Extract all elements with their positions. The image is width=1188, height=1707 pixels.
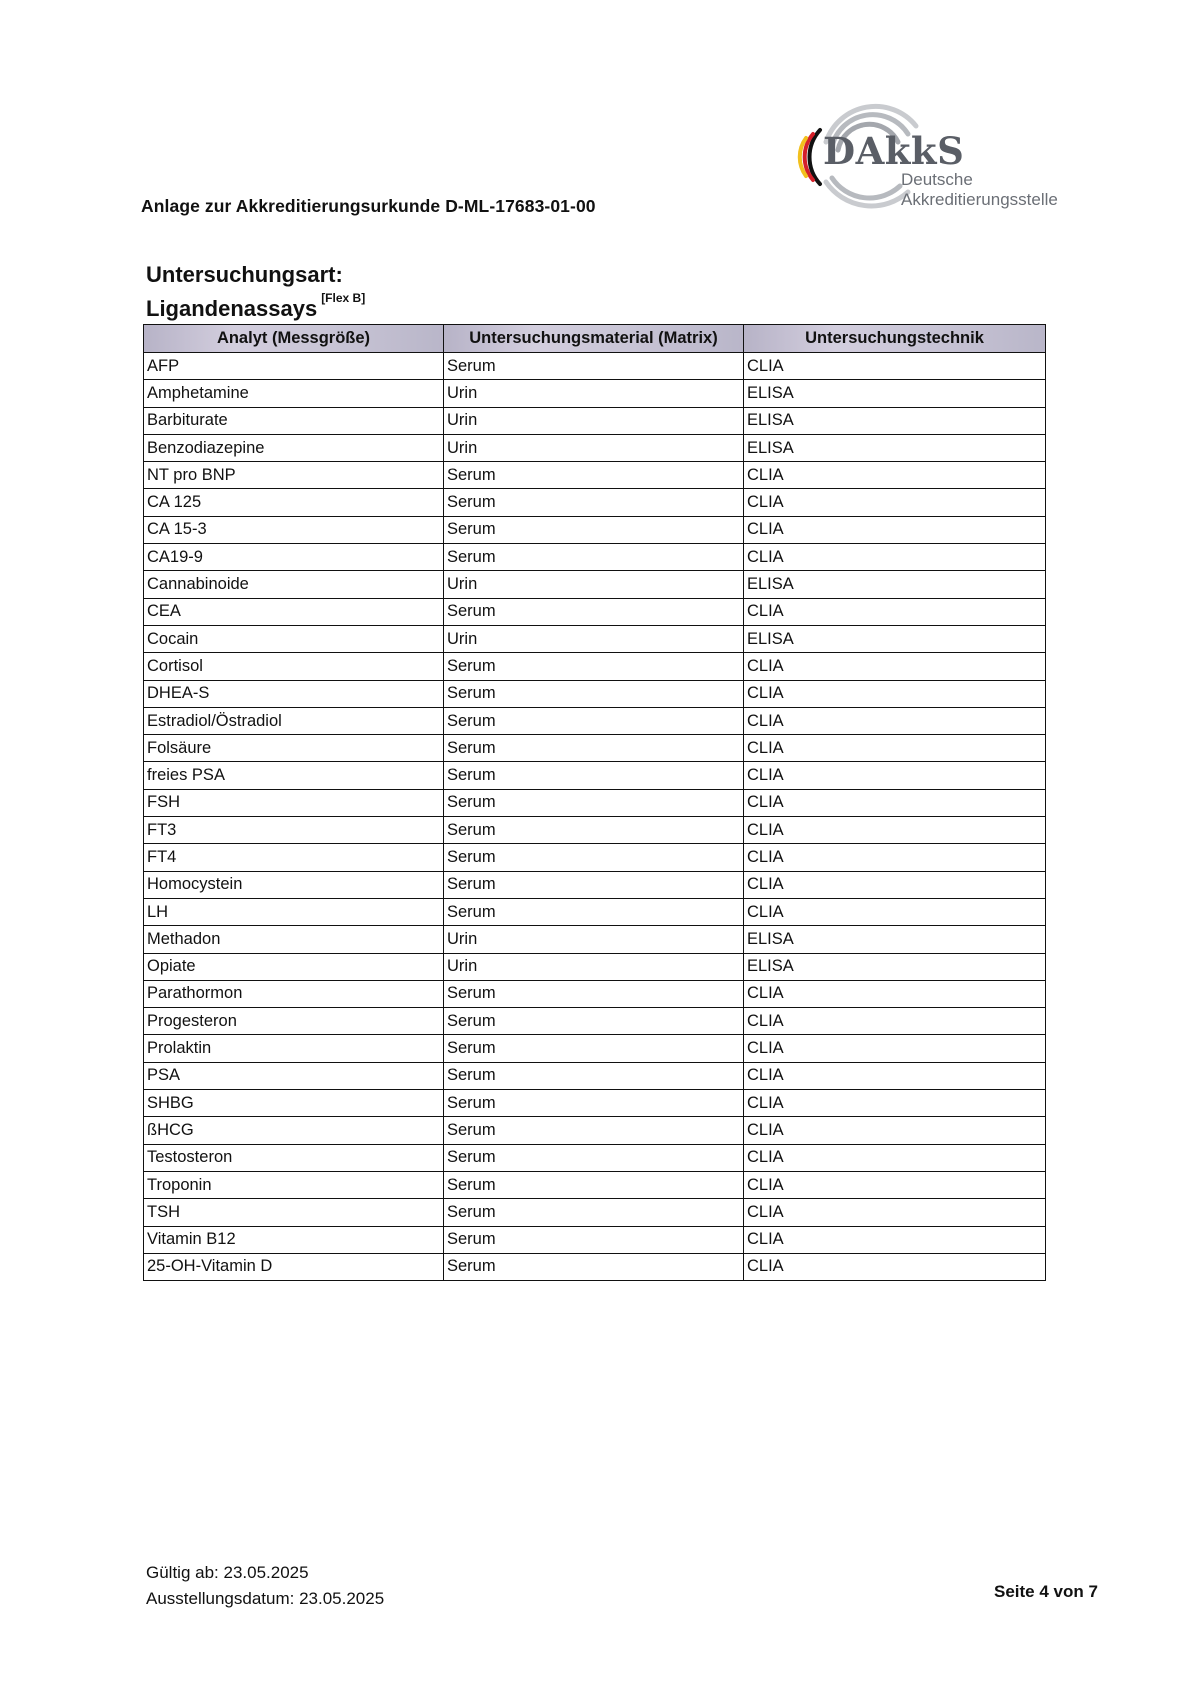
table-row [144, 735, 1046, 762]
table-row [144, 980, 1046, 1007]
cell-matrix: Serum [444, 516, 744, 543]
cell-matrix: Serum [444, 1199, 744, 1226]
cell-matrix: Urin [444, 407, 744, 434]
cell-technique: ELISA [744, 380, 1046, 407]
cell-matrix: Serum [444, 1253, 744, 1280]
table-row [144, 462, 1046, 489]
cell-technique: CLIA [744, 735, 1046, 762]
table-row [144, 953, 1046, 980]
cell-technique: CLIA [744, 489, 1046, 516]
table-row [144, 1199, 1046, 1226]
cell-matrix: Serum [444, 680, 744, 707]
section-subtitle-text: Ligandenassays [146, 296, 318, 321]
table-row [144, 817, 1046, 844]
cell-matrix: Serum [444, 707, 744, 734]
cell-analyte: TSH [144, 1199, 444, 1226]
cell-technique: CLIA [744, 1090, 1046, 1117]
cell-matrix: Serum [444, 1226, 744, 1253]
cell-matrix: Urin [444, 625, 744, 652]
table-row [144, 1062, 1046, 1089]
cell-analyte: Vitamin B12 [144, 1226, 444, 1253]
issue-date: Ausstellungsdatum: 23.05.2025 [146, 1589, 385, 1608]
table-row [144, 844, 1046, 871]
cell-analyte: Cocain [144, 625, 444, 652]
table-row [144, 762, 1046, 789]
column-header-technique: Untersuchungstechnik [744, 325, 1046, 353]
cell-technique: CLIA [744, 789, 1046, 816]
table-row [144, 434, 1046, 461]
cell-technique: CLIA [744, 598, 1046, 625]
cell-technique: CLIA [744, 980, 1046, 1007]
cell-matrix: Serum [444, 1117, 744, 1144]
cell-technique: CLIA [744, 1144, 1046, 1171]
cell-matrix: Serum [444, 653, 744, 680]
cell-matrix: Serum [444, 980, 744, 1007]
cell-matrix: Serum [444, 489, 744, 516]
cell-matrix: Serum [444, 871, 744, 898]
cell-analyte: Opiate [144, 953, 444, 980]
table-row [144, 571, 1046, 598]
cell-analyte: CEA [144, 598, 444, 625]
table-row [144, 380, 1046, 407]
cell-matrix: Serum [444, 789, 744, 816]
table-row [144, 1226, 1046, 1253]
table-body [144, 353, 1046, 1281]
table-row [144, 926, 1046, 953]
cell-analyte: CA 15-3 [144, 516, 444, 543]
cell-technique: CLIA [744, 680, 1046, 707]
table-row [144, 407, 1046, 434]
cell-technique: CLIA [744, 1062, 1046, 1089]
column-header-analyte: Analyt (Messgröße) [144, 325, 444, 353]
table-row [144, 598, 1046, 625]
cell-analyte: Barbiturate [144, 407, 444, 434]
table-row [144, 516, 1046, 543]
cell-matrix: Serum [444, 844, 744, 871]
cell-technique: CLIA [744, 544, 1046, 571]
cell-analyte: Benzodiazepine [144, 434, 444, 461]
cell-analyte: DHEA-S [144, 680, 444, 707]
cell-matrix: Urin [444, 953, 744, 980]
document-reference: Anlage zur Akkreditierungsurkunde D-ML-17683-01-00 [141, 196, 596, 216]
cell-matrix: Urin [444, 571, 744, 598]
dakks-logo [780, 84, 1080, 214]
cell-analyte: freies PSA [144, 762, 444, 789]
cell-technique: CLIA [744, 898, 1046, 925]
cell-analyte: FSH [144, 789, 444, 816]
cell-analyte: LH [144, 898, 444, 925]
table-row [144, 1117, 1046, 1144]
section-subtitle [146, 290, 366, 322]
assay-table [143, 324, 1046, 1281]
cell-technique: CLIA [744, 653, 1046, 680]
cell-analyte: Homocystein [144, 871, 444, 898]
cell-matrix: Serum [444, 1062, 744, 1089]
table-row [144, 625, 1046, 652]
table-row [144, 1035, 1046, 1062]
cell-matrix: Serum [444, 735, 744, 762]
cell-technique: CLIA [744, 1226, 1046, 1253]
table-row [144, 1171, 1046, 1198]
cell-matrix: Serum [444, 353, 744, 380]
cell-technique: CLIA [744, 1008, 1046, 1035]
cell-analyte: Parathormon [144, 980, 444, 1007]
cell-matrix: Serum [444, 1035, 744, 1062]
cell-analyte: Methadon [144, 926, 444, 953]
cell-analyte: FT3 [144, 817, 444, 844]
cell-technique: CLIA [744, 1199, 1046, 1226]
cell-matrix: Urin [444, 434, 744, 461]
cell-analyte: PSA [144, 1062, 444, 1089]
cell-technique: CLIA [744, 707, 1046, 734]
table-row [144, 353, 1046, 380]
table-row [144, 1253, 1046, 1280]
cell-matrix: Urin [444, 926, 744, 953]
cell-matrix: Urin [444, 380, 744, 407]
table-row [144, 1144, 1046, 1171]
cell-analyte: FT4 [144, 844, 444, 871]
cell-technique: CLIA [744, 762, 1046, 789]
cell-analyte: SHBG [144, 1090, 444, 1117]
cell-matrix: Serum [444, 1144, 744, 1171]
table-row [144, 871, 1046, 898]
table-row [144, 489, 1046, 516]
column-header-matrix: Untersuchungsmaterial (Matrix) [444, 325, 744, 353]
table-row [144, 544, 1046, 571]
table-row [144, 1008, 1046, 1035]
cell-analyte: CA19-9 [144, 544, 444, 571]
cell-analyte: Prolaktin [144, 1035, 444, 1062]
section-title: Untersuchungsart: [146, 262, 343, 287]
cell-technique: CLIA [744, 1171, 1046, 1198]
cell-matrix: Serum [444, 598, 744, 625]
cell-analyte: Testosteron [144, 1144, 444, 1171]
cell-technique: CLIA [744, 844, 1046, 871]
logo-name: DAkkS [823, 129, 965, 173]
cell-analyte: Cannabinoide [144, 571, 444, 598]
table-row [144, 653, 1046, 680]
valid-from-date: Gültig ab: 23.05.2025 [146, 1563, 309, 1582]
cell-matrix: Serum [444, 1090, 744, 1117]
cell-matrix: Serum [444, 817, 744, 844]
table-row [144, 707, 1046, 734]
cell-matrix: Serum [444, 1171, 744, 1198]
page-number: Seite 4 von 7 [994, 1582, 1098, 1601]
table-row [144, 898, 1046, 925]
cell-technique: CLIA [744, 817, 1046, 844]
cell-technique: ELISA [744, 625, 1046, 652]
table-row [144, 680, 1046, 707]
cell-analyte: CA 125 [144, 489, 444, 516]
cell-analyte: 25-OH-Vitamin D [144, 1253, 444, 1280]
flex-badge: [Flex B] [321, 290, 366, 305]
cell-technique: CLIA [744, 1253, 1046, 1280]
cell-analyte: NT pro BNP [144, 462, 444, 489]
cell-analyte: Progesteron [144, 1008, 444, 1035]
cell-analyte: AFP [144, 353, 444, 380]
cell-matrix: Serum [444, 1008, 744, 1035]
table-header-row [144, 325, 1046, 353]
cell-technique: CLIA [744, 516, 1046, 543]
cell-technique: ELISA [744, 926, 1046, 953]
logo-subtitle-line1: Deutsche [901, 170, 973, 189]
cell-matrix: Serum [444, 898, 744, 925]
cell-analyte: Cortisol [144, 653, 444, 680]
cell-analyte: Estradiol/Östradiol [144, 707, 444, 734]
cell-analyte: Amphetamine [144, 380, 444, 407]
cell-technique: CLIA [744, 1117, 1046, 1144]
cell-matrix: Serum [444, 762, 744, 789]
cell-technique: ELISA [744, 953, 1046, 980]
cell-technique: CLIA [744, 353, 1046, 380]
cell-technique: CLIA [744, 871, 1046, 898]
cell-technique: ELISA [744, 434, 1046, 461]
table-row [144, 1090, 1046, 1117]
cell-technique: ELISA [744, 571, 1046, 598]
cell-technique: CLIA [744, 462, 1046, 489]
cell-analyte: ßHCG [144, 1117, 444, 1144]
cell-technique: ELISA [744, 407, 1046, 434]
cell-matrix: Serum [444, 462, 744, 489]
cell-analyte: Folsäure [144, 735, 444, 762]
logo-subtitle-line2: Akkreditierungsstelle [901, 190, 1058, 209]
cell-matrix: Serum [444, 544, 744, 571]
table-row [144, 789, 1046, 816]
cell-analyte: Troponin [144, 1171, 444, 1198]
cell-technique: CLIA [744, 1035, 1046, 1062]
